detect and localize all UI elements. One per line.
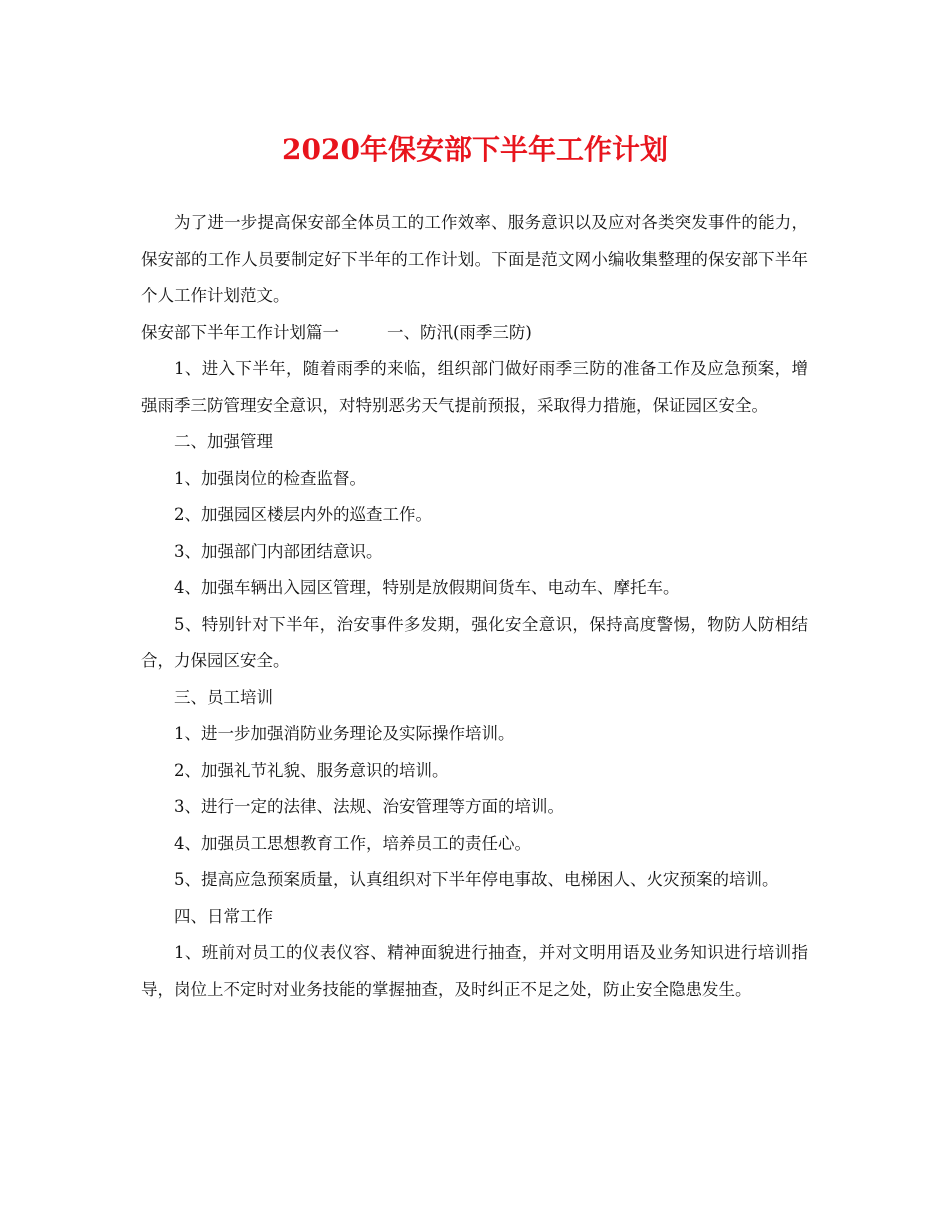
section-3-item: 2、加强礼节礼貌、服务意识的培训。: [174, 760, 449, 780]
section-2-item: 1、加强岗位的检查监督。: [174, 468, 366, 488]
section-3-item: 1、进一步加强消防业务理论及实际操作培训。: [174, 724, 515, 743]
document-body: [141, 205, 808, 1008]
section-1-heading: 一、防汛(雨季三防): [387, 322, 532, 342]
chapter-line: [141, 315, 808, 352]
section-4-item: 1、班前对员工的仪表仪容、精神面貌进行抽查，并对文明用语及业务知识进行培训指导，岗位上不定时对业务技能的掌握抽查，及时纠正不足之处，防止安全隐患发生。: [141, 943, 808, 999]
section-2-item: 4、加强车辆出入园区管理，特别是放假期间货车、电动车、摩托车。: [174, 578, 680, 597]
chapter-label: 保安部下半年工作计划篇一: [141, 322, 339, 342]
intro-paragraph: 为了进一步提高保安部全体员工的工作效率、服务意识以及应对各类突发事件的能力，保安部的工作人员要制定好下半年的工作计划。下面是范文网小编收集整理的保安部下半年个人工作计划范文。: [141, 213, 808, 305]
section-2-heading: 二、加强管理: [174, 432, 273, 451]
document-title: 2020年保安部下半年工作计划: [282, 133, 668, 166]
section-3-item: 5、提高应急预案质量，认真组织对下半年停电事故、电梯困人、火灾预案的培训。: [174, 870, 779, 889]
section-4-heading: 四、日常工作: [174, 906, 273, 926]
section-3-item: 3、进行一定的法律、法规、治安管理等方面的培训。: [174, 797, 564, 816]
section-3-item: 4、加强员工思想教育工作，培养员工的责任心。: [174, 833, 531, 853]
section-1-item: 1、进入下半年，随着雨季的来临，组织部门做好雨季三防的准备工作及应急预案，增强雨季三防管理安全意识，对特别恶劣天气提前预报，采取得力措施，保证园区安全。: [141, 359, 808, 415]
section-2-item: 2、加强园区楼层内外的巡查工作。: [174, 505, 432, 524]
section-2-item: 5、特别针对下半年，治安事件多发期，强化安全意识，保持高度警惕，物防人防相结合，力保园区安全。: [141, 614, 808, 670]
section-3-heading: 三、员工培训: [174, 687, 273, 707]
section-2-item: 3、加强部门内部团结意识。: [174, 541, 383, 561]
